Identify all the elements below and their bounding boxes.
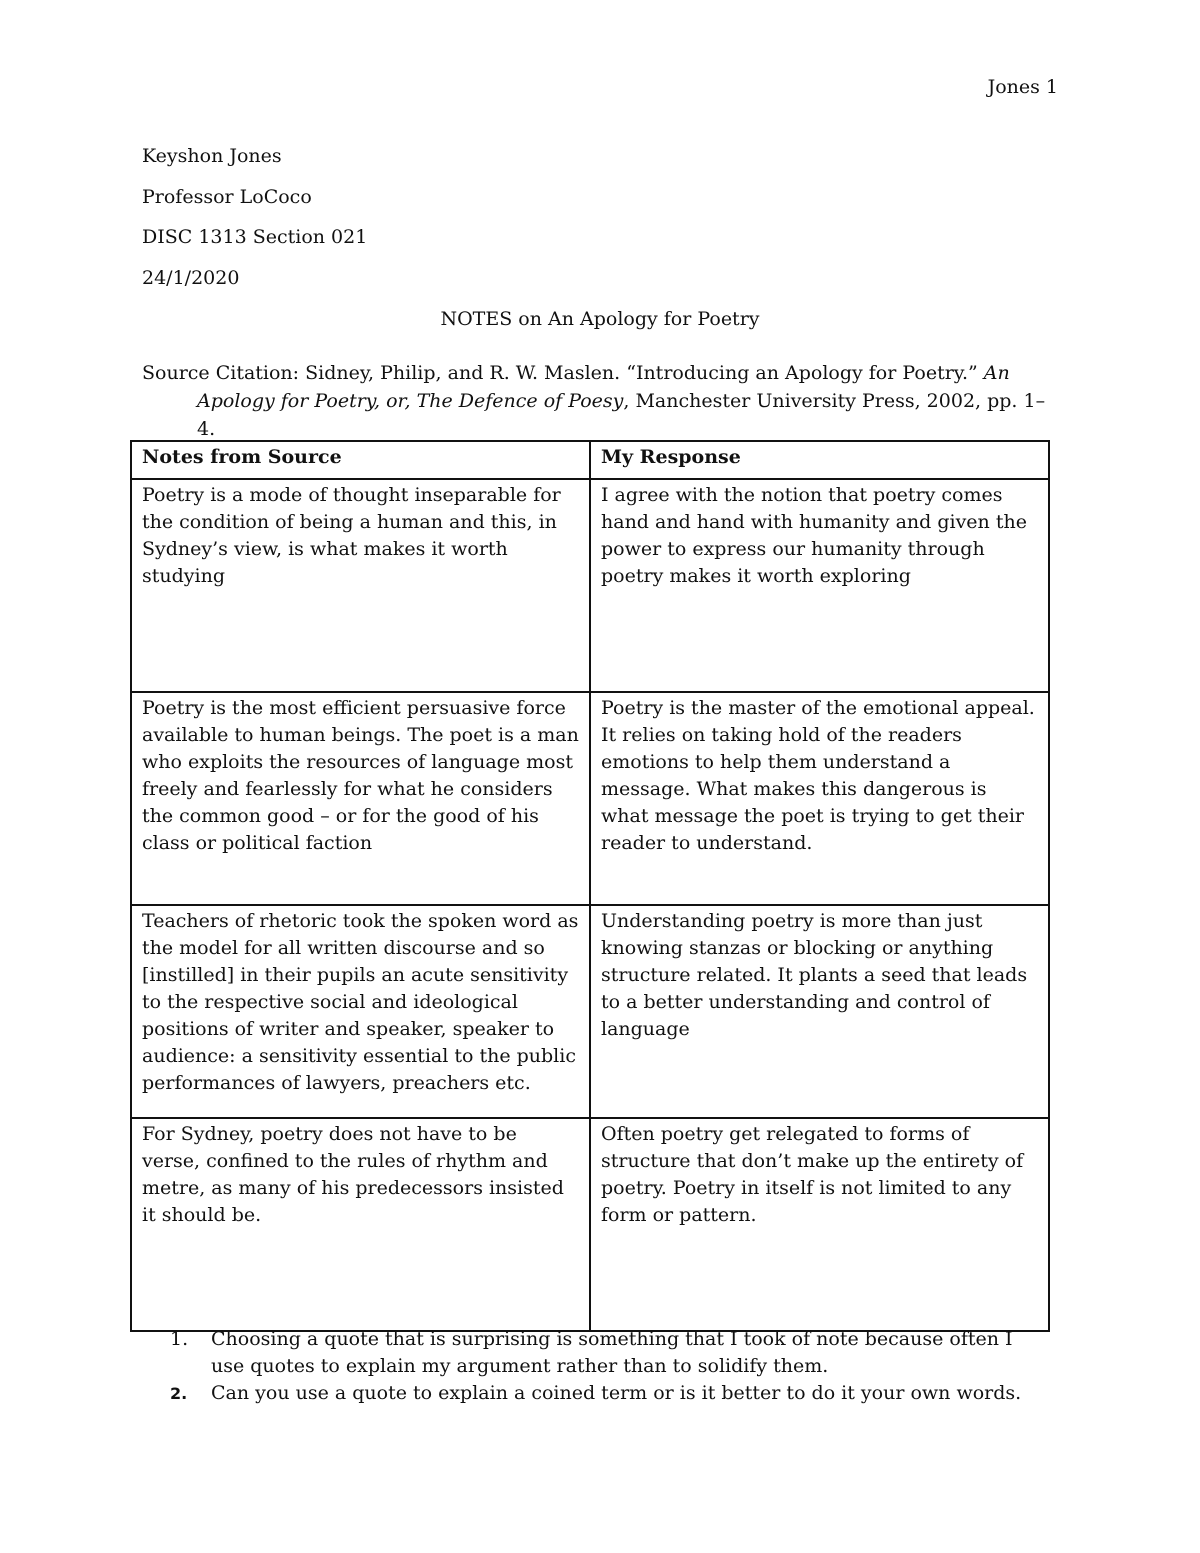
course-name: DISC 1313 Section 021 (142, 226, 368, 248)
table-row (131, 1118, 1049, 1331)
citation-italic-part1: An (983, 362, 1010, 384)
header-my-response: My Response (590, 441, 1049, 479)
citation-italic-part2: Apology for Poetry, or, The Defence of Poesy (197, 390, 624, 412)
note-cell: Poetry is the most efficient persuasive force available to human beings. The poet is a man who exploits the resources of language most freely and fearlessly for what he considers the common good – or for the good of his class or political faction (131, 692, 590, 905)
list-item (170, 1380, 1040, 1407)
list-item-text: Can you use a quote to explain a coined term or is it better to do it your own words. (211, 1382, 1022, 1404)
professor-name: Professor LoCoco (142, 185, 312, 208)
note-cell: For Sydney, poetry does not have to be verse, confined to the rules of rhythm and metre, as many of his predecessors insisted it should be. (131, 1118, 590, 1331)
response-cell: I agree with the notion that poetry comes hand and hand with humanity and given the power to express our humanity through poetry makes it worth exploring (590, 479, 1049, 692)
table-row (131, 692, 1049, 905)
list-item-number: 2. (170, 1384, 188, 1403)
source-citation (142, 359, 1062, 443)
numbered-list (170, 1326, 1040, 1407)
response-cell: Poetry is the master of the emotional appeal. It relies on taking hold of the readers emotions to help them understand a message. What makes this dangerous is what message the poet is trying to get their reader to understand. (590, 692, 1049, 905)
list-item-text: Choosing a quote that is surprising is something that I took of note because often I use quotes to explain my argument rather than to solidify them. (211, 1328, 1013, 1377)
note-cell: Poetry is a mode of thought inseparable for the condition of being a human and this, in Sydney’s view, is what makes it worth studying (131, 479, 590, 692)
note-cell: Teachers of rhetoric took the spoken word as the model for all written discourse and so [instilled] in their pupils an acute sensitivity to the respective social and ideological positions of writer and speaker, speaker to audience: a sensitivity essential to the public performances of lawyers, preachers etc. (131, 905, 590, 1118)
table-row (131, 479, 1049, 692)
header-notes-from-source: Notes from Source (131, 441, 590, 479)
student-name: Keyshon Jones (142, 145, 282, 167)
citation-prefix: Source Citation: Sidney, Philip, and R. W. Maslen. “Introducing an Apology for Poetry.” (142, 362, 984, 384)
date: 24/1/2020 (142, 266, 240, 289)
notes-table (130, 440, 1050, 1332)
response-cell: Understanding poetry is more than just knowing stanzas or blocking or anything structure related. It plants a seed that leads to a better understanding and control of language (590, 905, 1049, 1118)
table-header-row (131, 441, 1049, 479)
citation-suffix: , Manchester University Press, 2002, pp. 1–4. (197, 390, 1046, 440)
document-title: NOTES on An Apology for Poetry (440, 308, 760, 330)
list-item (170, 1326, 1040, 1380)
page-header-label: Jones 1 (987, 76, 1058, 98)
table-row (131, 905, 1049, 1118)
heading-block (142, 143, 367, 305)
list-item-number: 1. (170, 1328, 189, 1350)
response-cell: Often poetry get relegated to forms of structure that don’t make up the entirety of poetry. Poetry in itself is not limited to any form or pattern. (590, 1118, 1049, 1331)
